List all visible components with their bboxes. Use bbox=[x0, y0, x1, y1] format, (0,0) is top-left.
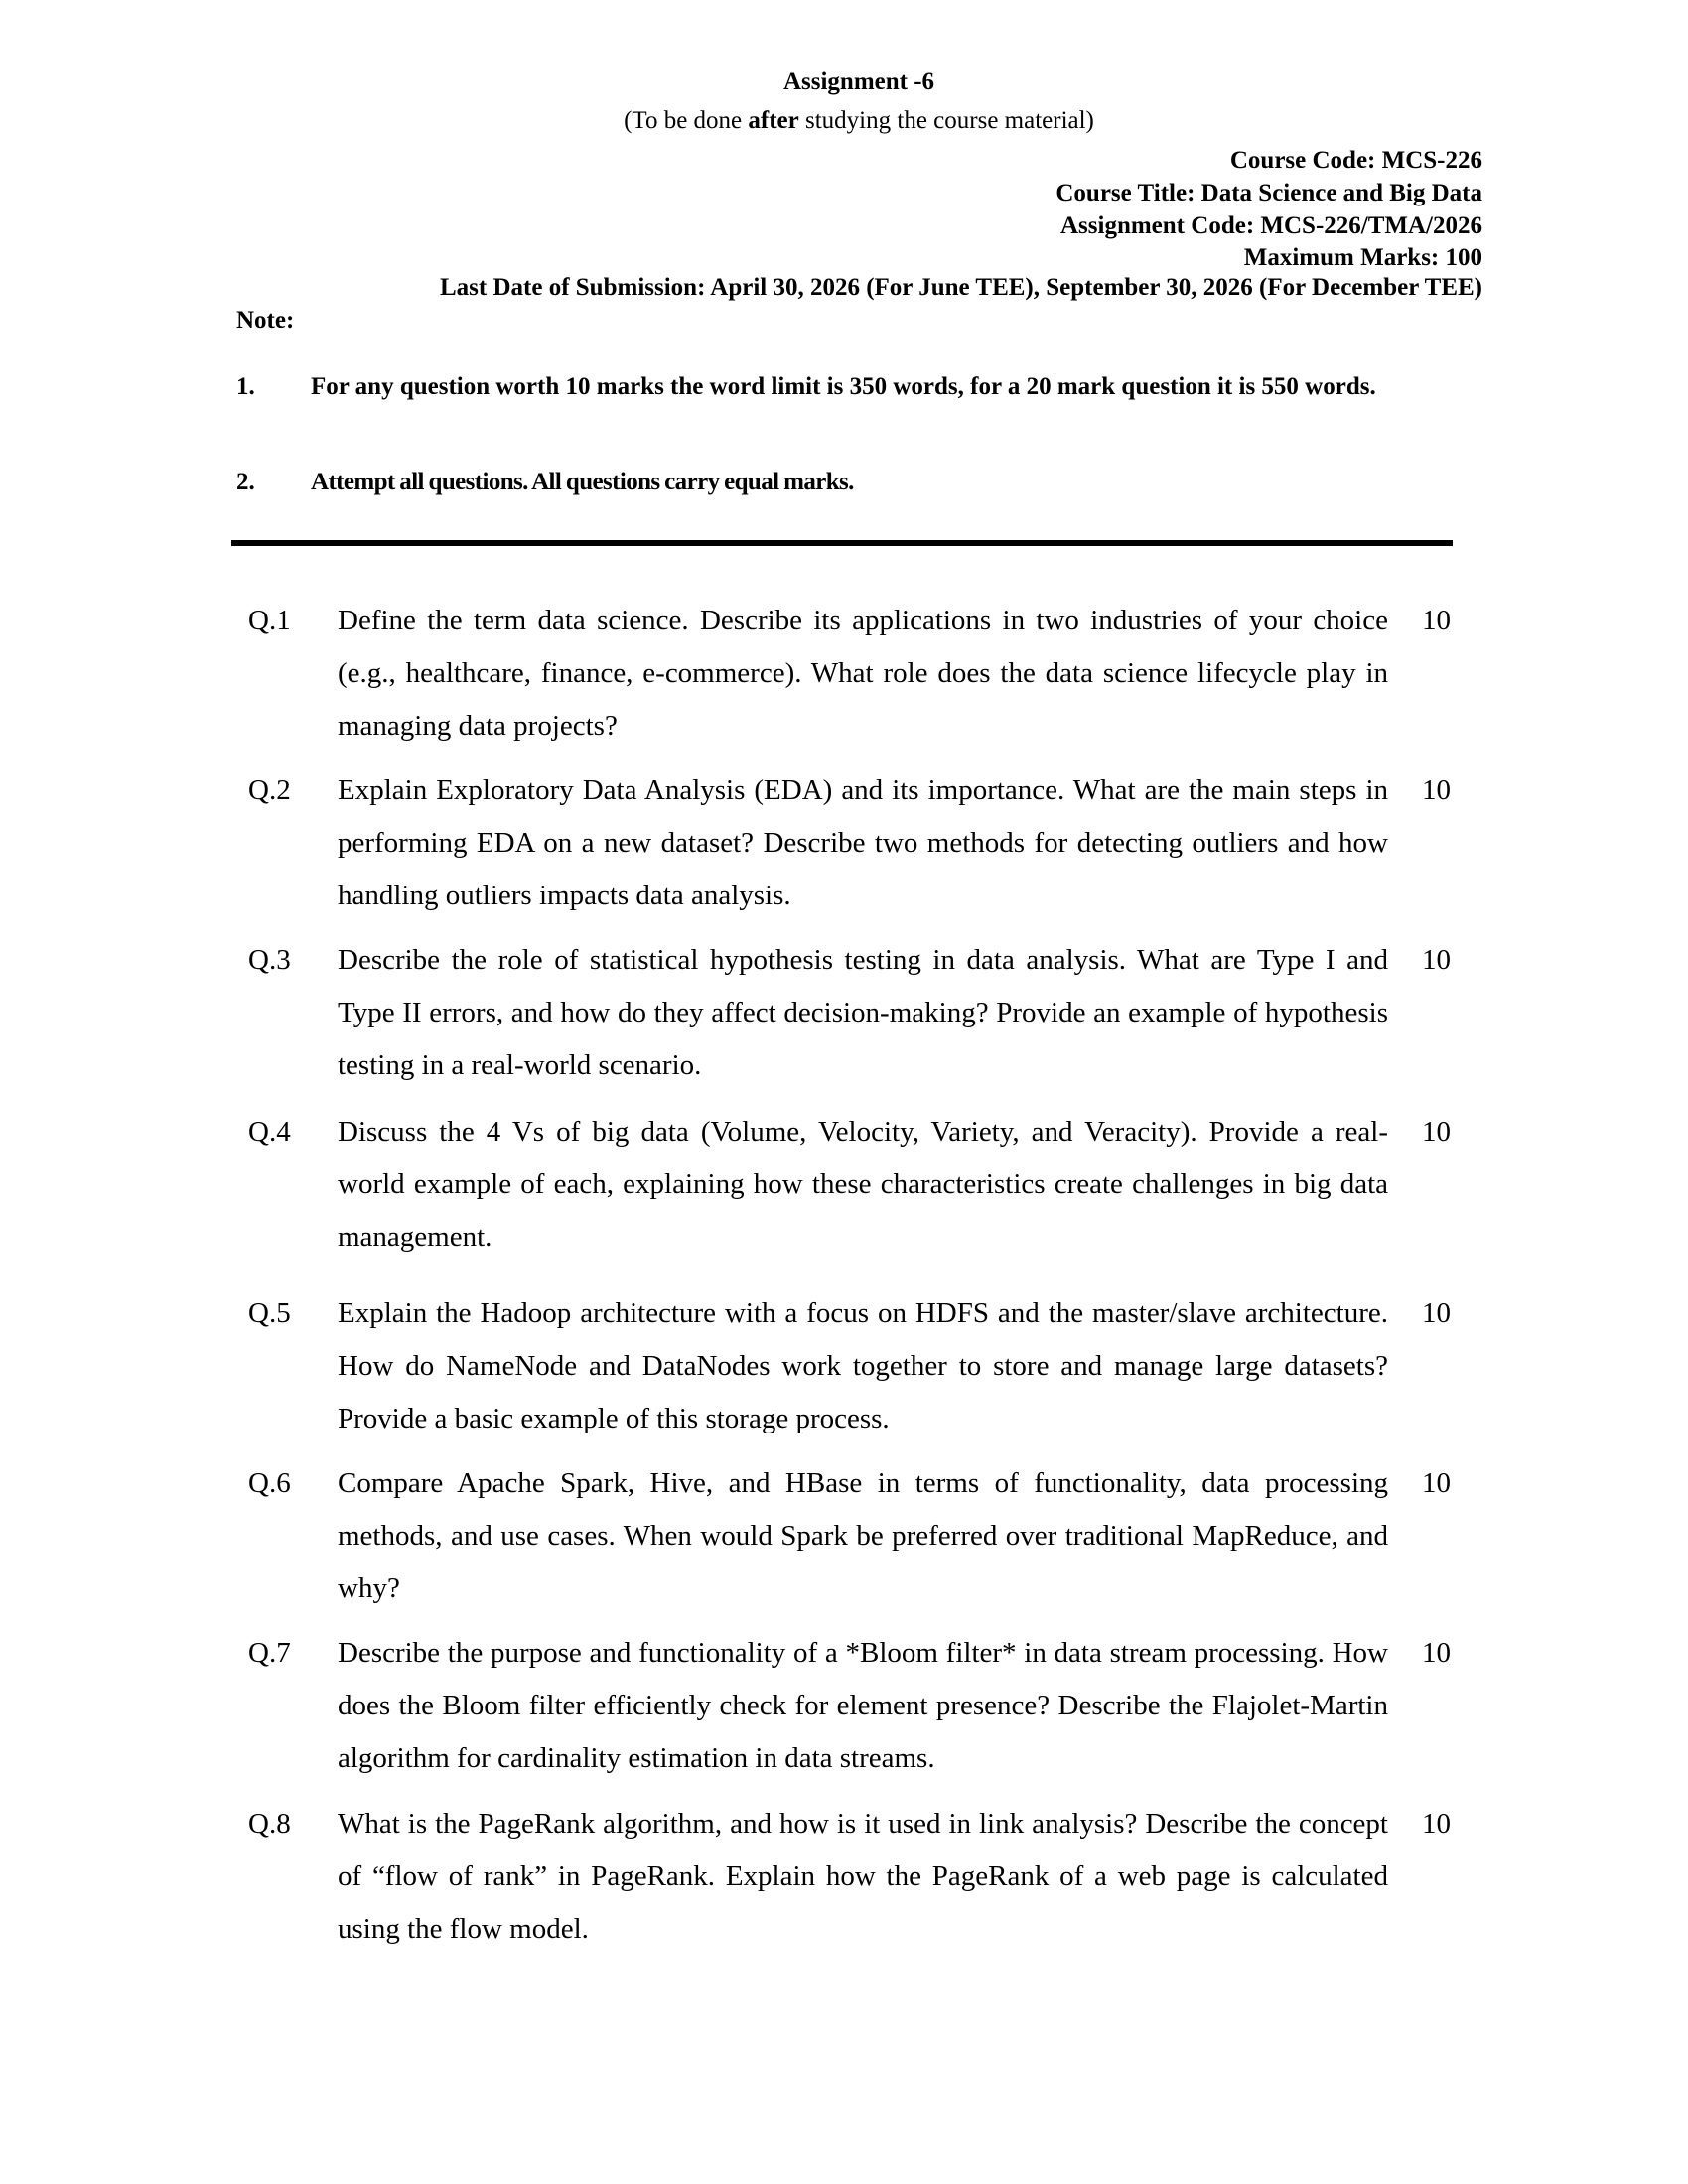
assignment-title: Assignment -6 bbox=[782, 68, 935, 95]
question-number: Q.1 bbox=[248, 605, 291, 636]
question-number: Q.2 bbox=[248, 774, 291, 806]
subtitle-post: studying the course material) bbox=[798, 107, 1094, 134]
note-item-text: For any question worth 10 marks the word limit is 350 words, for a 20 mark question it is 550 words. bbox=[311, 373, 1376, 400]
question-number: Q.8 bbox=[248, 1808, 291, 1840]
assignment-code: Assignment Code: MCS-226/TMA/2026 bbox=[1060, 212, 1482, 239]
question-text: Define the term data science. Describe its applications in two industries of your choice (e.g., healthcare, finance, e-commerce). What role does the data science lifecycle play in managing data projects? bbox=[338, 605, 1388, 742]
question-marks: 10 bbox=[1422, 605, 1451, 636]
question-marks: 10 bbox=[1422, 1808, 1451, 1840]
note-item-number: 2. bbox=[236, 469, 255, 495]
question-text: Discuss the 4 Vs of big data (Volume, Velocity, Variety, and Veracity). Provide a real-world example of each, explaining how these characteristics create challenges in big data management. bbox=[338, 1116, 1388, 1253]
subtitle-emphasis: after bbox=[748, 107, 799, 134]
question-number: Q.4 bbox=[248, 1116, 291, 1148]
question-marks: 10 bbox=[1422, 1467, 1451, 1499]
question-text: What is the PageRank algorithm, and how is it used in link analysis? Describe the concept of “flow of rank” in PageRank. Explain how the PageRank of a web page is calculated using the flow model. bbox=[338, 1808, 1388, 1945]
question-text: Explain Exploratory Data Analysis (EDA) and its importance. What are the main steps in performing EDA on a new dataset? Describe two methods for detecting outliers and how handling outliers impacts data analysis. bbox=[338, 774, 1388, 911]
note-item-number: 1. bbox=[236, 373, 255, 400]
question-marks: 10 bbox=[1422, 944, 1451, 976]
course-code: Course Code: MCS-226 bbox=[1229, 147, 1482, 174]
assignment-subtitle bbox=[0, 105, 1688, 137]
subtitle-pre: (To be done bbox=[624, 107, 749, 134]
question-number: Q.6 bbox=[248, 1467, 291, 1499]
question-number: Q.3 bbox=[248, 944, 291, 976]
question-text: Describe the purpose and functionality of a *Bloom filter* in data stream processing. How does the Bloom filter efficiently check for element presence? Describe the Flajolet-Martin algorithm for cardinality estimation in data streams. bbox=[338, 1637, 1388, 1774]
course-title: Course Title: Data Science and Big Data bbox=[1055, 180, 1482, 206]
question-marks: 10 bbox=[1422, 1297, 1451, 1329]
question-marks: 10 bbox=[1422, 774, 1451, 806]
last-date-of-submission: Last Date of Submission: April 30, 2026 (For June TEE), September 30, 2026 (For December TEE) bbox=[440, 274, 1482, 301]
question-marks: 10 bbox=[1422, 1116, 1451, 1148]
section-divider bbox=[231, 540, 1453, 546]
question-marks: 10 bbox=[1422, 1637, 1451, 1669]
question-text: Describe the role of statistical hypothesis testing in data analysis. What are Type I and Type II errors, and how do they affect decision-making? Provide an example of hypothesis testing in a real-world scenario. bbox=[338, 944, 1388, 1081]
note-item-text: Attempt all questions. All questions carry equal marks. bbox=[311, 469, 854, 495]
question-text: Explain the Hadoop architecture with a focus on HDFS and the master/slave architecture. How do NameNode and DataNodes work together to store and manage large datasets? Provide a basic example of this storage process. bbox=[338, 1297, 1388, 1434]
question-number: Q.5 bbox=[248, 1297, 291, 1329]
maximum-marks: Maximum Marks: 100 bbox=[1243, 244, 1482, 271]
question-number: Q.7 bbox=[248, 1637, 291, 1669]
note-label: Note: bbox=[236, 307, 295, 334]
question-text: Compare Apache Spark, Hive, and HBase in terms of functionality, data processing methods, and use cases. When would Spark be preferred over traditional MapReduce, and why? bbox=[338, 1467, 1388, 1604]
